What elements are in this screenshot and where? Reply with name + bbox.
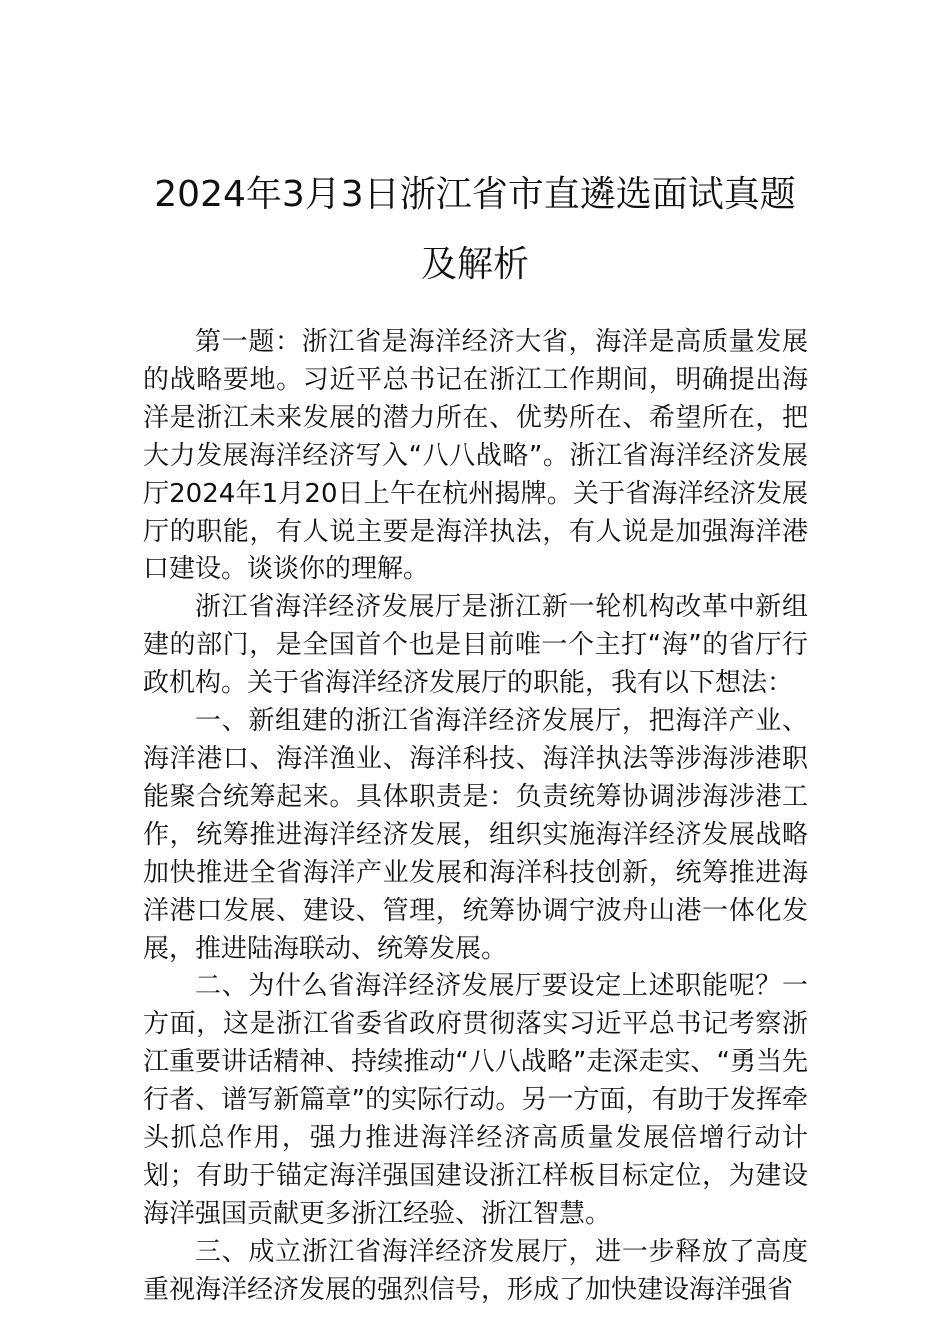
- title-line-2: 及解析: [420, 244, 529, 285]
- paragraph-point-1: 一、新组建的浙江省海洋经济发展厅，把海洋产业、海洋港口、海洋渔业、海洋科技、海洋执法等涉海涉港职能聚合统筹起来。具体职责是：负责统筹协调涉海涉港工作，统筹推进海洋经济发展，组织实施海洋经济发展战略加快推进全省海洋产业发展和海洋科技创新，统筹推进海洋港口发展、建设、管理，统筹协调宁波舟山港一体化发展，推进陆海联动、统筹发展。: [143, 706, 808, 964]
- title-line-1: 2024年3月3日浙江省市直遴选面试真题: [154, 174, 796, 215]
- paragraph-question: 第一题：浙江省是海洋经济大省，海洋是高质量发展的战略要地。习近平总书记在浙江工作期间，明确提出海洋是浙江未来发展的潜力所在、优势所在、希望所在，把大力发展海洋经济写入“八八战略”。浙江省海洋经济发展厅2024年1月20日上午在杭州揭牌。关于省海洋经济发展厅的职能，有人说主要是海洋执法，有人说是加强海洋港口建设。谈谈你的理解。: [143, 327, 808, 585]
- document-body: [143, 324, 808, 1310]
- paragraph-point-2: 二、为什么省海洋经济发展厅要设定上述职能呢？一方面，这是浙江省委省政府贯彻落实习近平总书记考察浙江重要讲话精神、持续推动“八八战略”走深走实、“勇当先行者、谱写新篇章”的实际行动。另一方面，有助于发挥牵头抓总作用，强力推进海洋经济高质量发展倍增行动计划；有助于锚定海洋强国建设浙江样板目标定位，为建设海洋强国贡献更多浙江经验、浙江智慧。: [143, 971, 808, 1229]
- document-title: [140, 160, 810, 300]
- paragraph-intro: 浙江省海洋经济发展厅是浙江新一轮机构改革中新组建的部门，是全国首个也是目前唯一个主打“海”的省厅行政机构。关于省海洋经济发展厅的职能，我有以下想法：: [143, 592, 808, 699]
- paragraph-point-3: 三、成立浙江省海洋经济发展厅，进一步释放了高度重视海洋经济发展的强烈信号，形成了加快建设海洋强省: [143, 1236, 808, 1305]
